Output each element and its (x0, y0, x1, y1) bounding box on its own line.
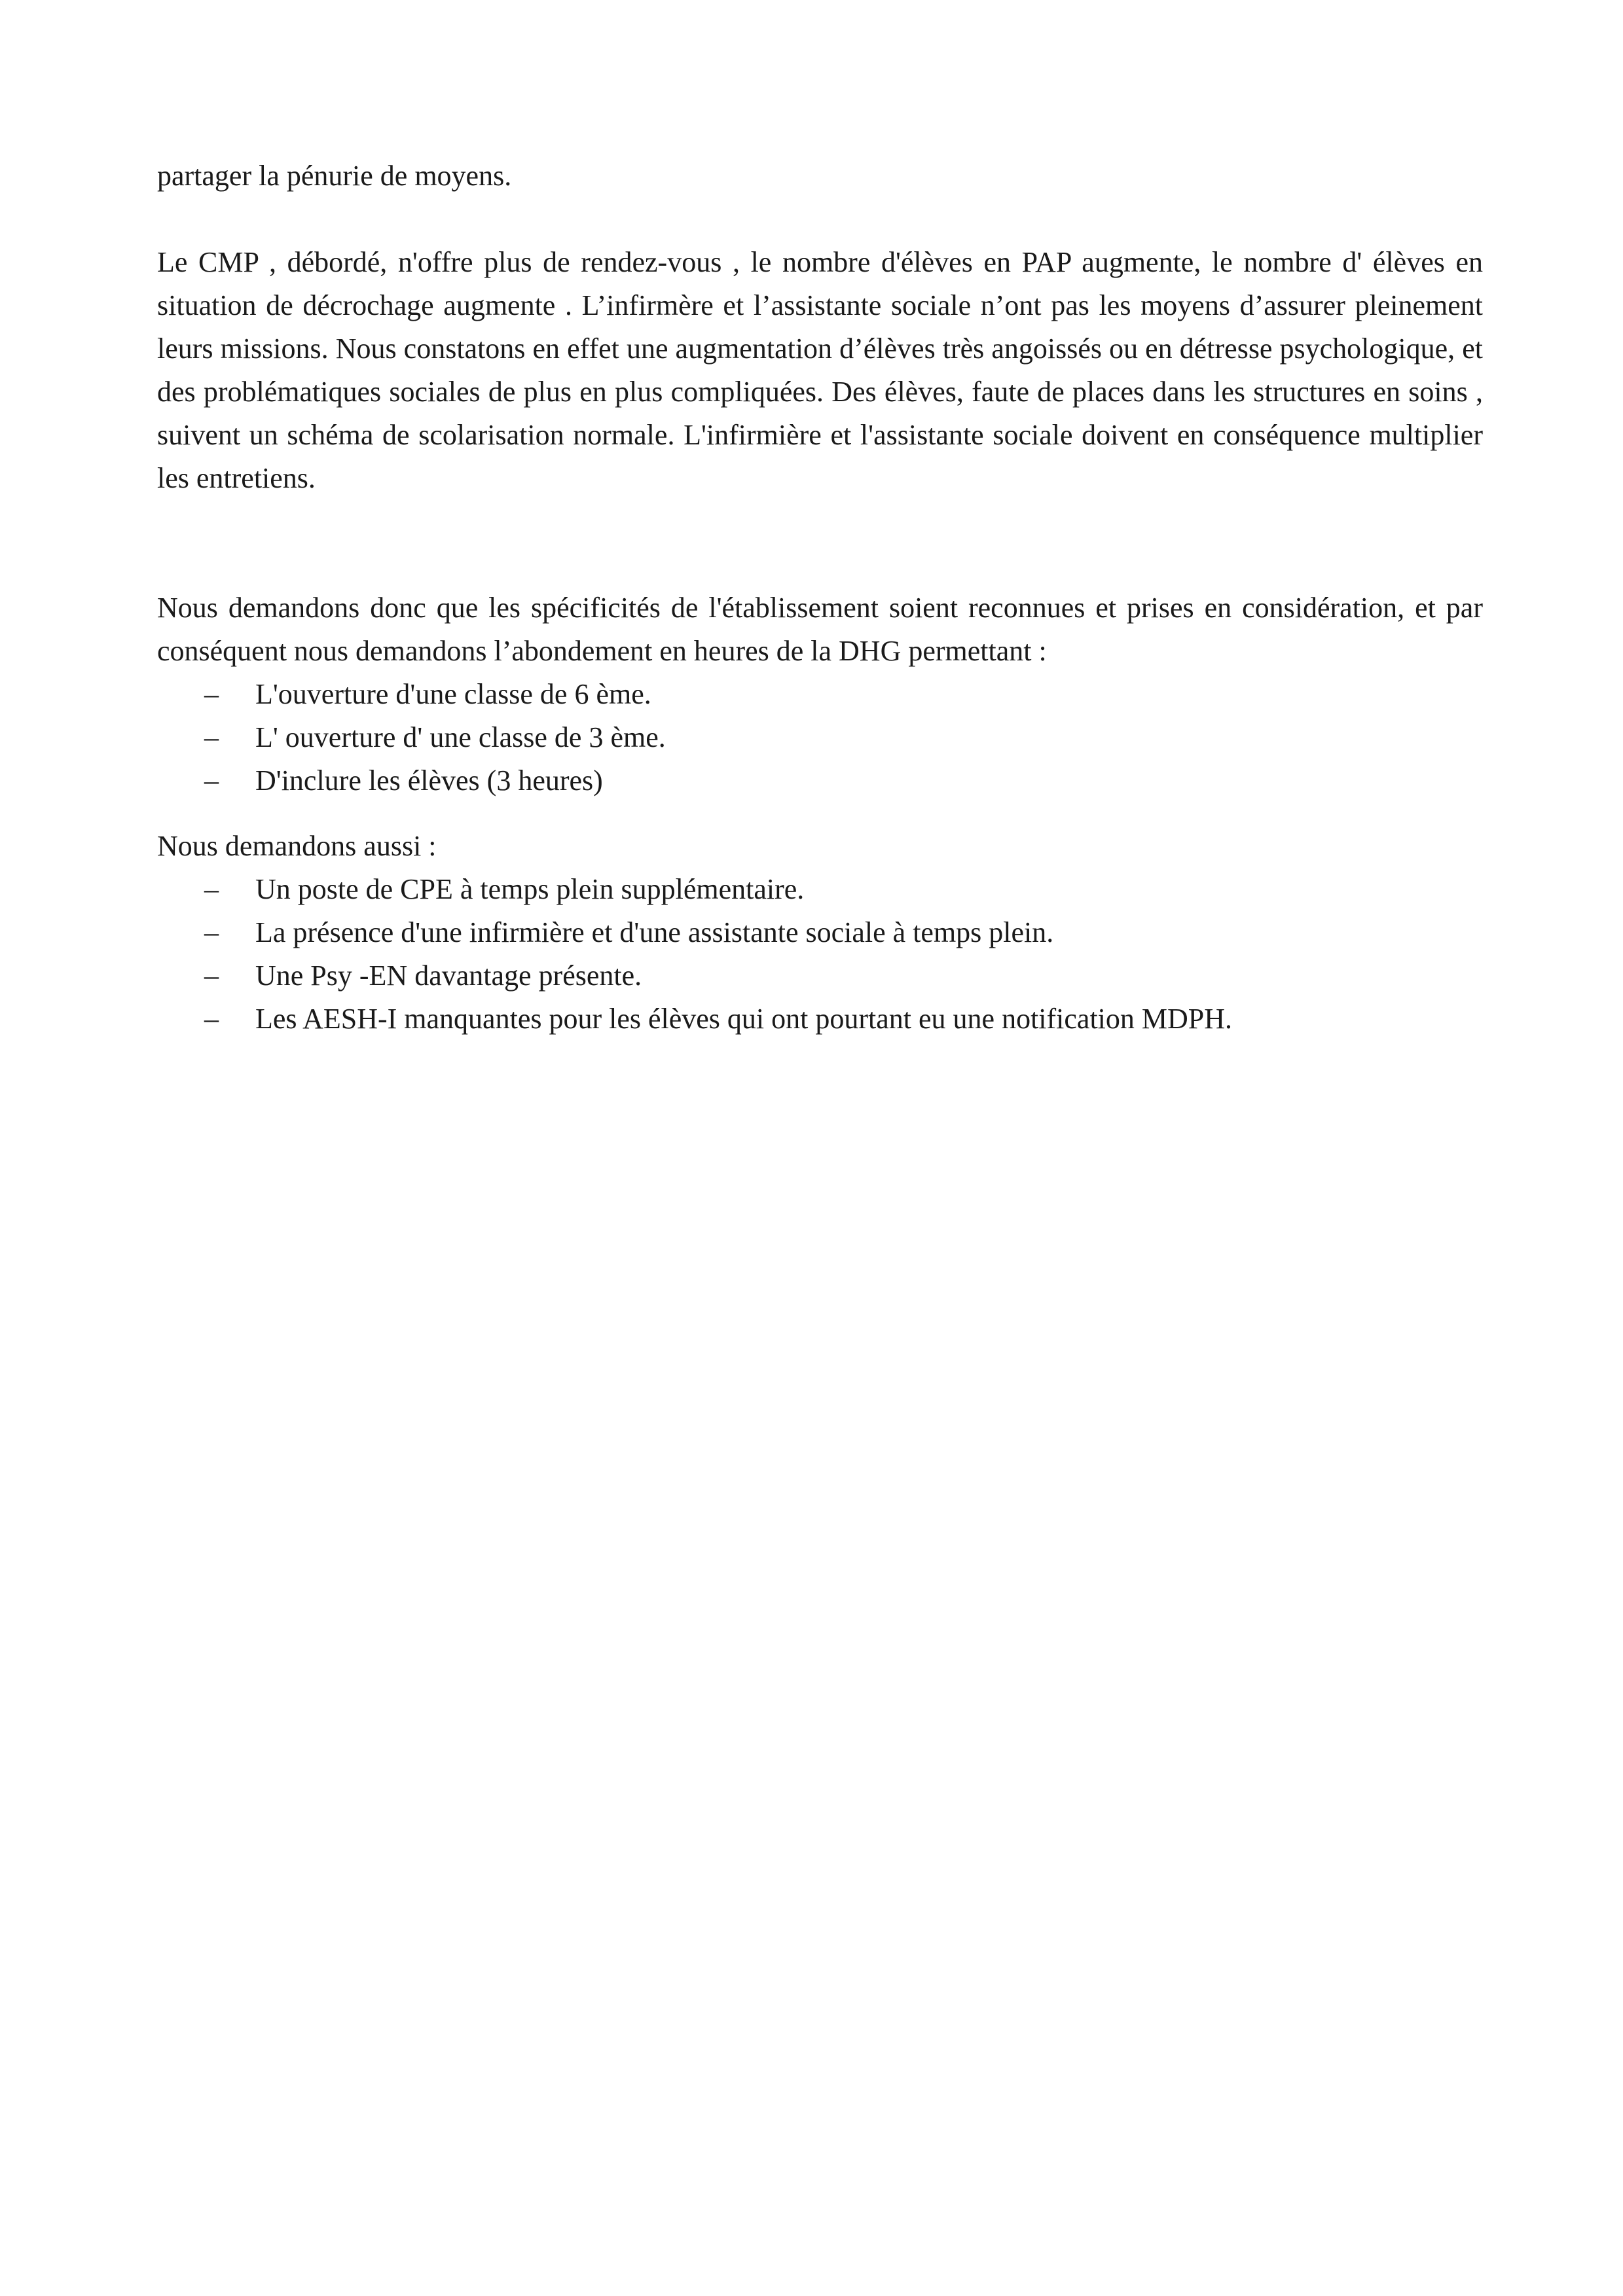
spacer (157, 500, 1483, 586)
list-item (157, 673, 1483, 716)
spacer (157, 198, 1483, 241)
list-item-text: L' ouverture d' une classe de 3 ème. (255, 721, 666, 753)
document-body (157, 154, 1483, 1041)
list-item (157, 954, 1483, 997)
dash-bullet-icon: – (204, 764, 219, 797)
paragraph-cmp: Le CMP , débordé, n'offre plus de rendez-vous , le nombre d'élèves en PAP augmente, le nombre d' élèves en situation de décrochage augmente . L’infirmère et l’assistante sociale n’ont pas les moyens d’assurer pleinement leurs missions. Nous constatons en effet une augmentation d’élèves très angoissés ou en détresse psychologique, et des problématiques sociales de plus en plus compliquées. Des élèves, faute de places dans les structures en soins , suivent un schéma de scolarisation normale. L'infirmière et l'assistante sociale doivent en conséquence multiplier les entretiens. (157, 246, 1483, 494)
list-item-text: D'inclure les élèves (3 heures) (255, 764, 603, 797)
demandes-aussi-list (157, 868, 1483, 1041)
paragraph-demandes: Nous demandons donc que les spécificités de l'établissement soient reconnues et prises en considération, et par conséquent nous demandons l’abondement en heures de la DHG permettant : (157, 592, 1483, 667)
list-item (157, 997, 1483, 1041)
list-item-text: Une Psy -EN davantage présente. (255, 960, 642, 992)
list-item-text: Un poste de CPE à temps plein supplémentaire. (255, 873, 805, 905)
list-item-text: La présence d'une infirmière et d'une assistante sociale à temps plein. (255, 916, 1054, 948)
dash-bullet-icon: – (204, 916, 219, 948)
list-item (157, 868, 1483, 911)
list-item-text: L'ouverture d'une classe de 6 ème. (255, 678, 651, 710)
list-item (157, 911, 1483, 954)
dash-bullet-icon: – (204, 721, 219, 753)
paragraph-aussi: Nous demandons aussi : (157, 830, 437, 862)
paragraph-intro: partager la pénurie de moyens. (157, 160, 512, 192)
dash-bullet-icon: – (204, 1003, 219, 1035)
list-item (157, 759, 1483, 802)
dash-bullet-icon: – (204, 873, 219, 905)
demandes-dhg-list (157, 673, 1483, 802)
dash-bullet-icon: – (204, 960, 219, 992)
list-item-text: Les AESH-I manquantes pour les élèves qui ont pourtant eu une notification MDPH. (255, 1003, 1233, 1035)
dash-bullet-icon: – (204, 678, 219, 710)
spacer (157, 802, 1483, 825)
list-item (157, 716, 1483, 759)
